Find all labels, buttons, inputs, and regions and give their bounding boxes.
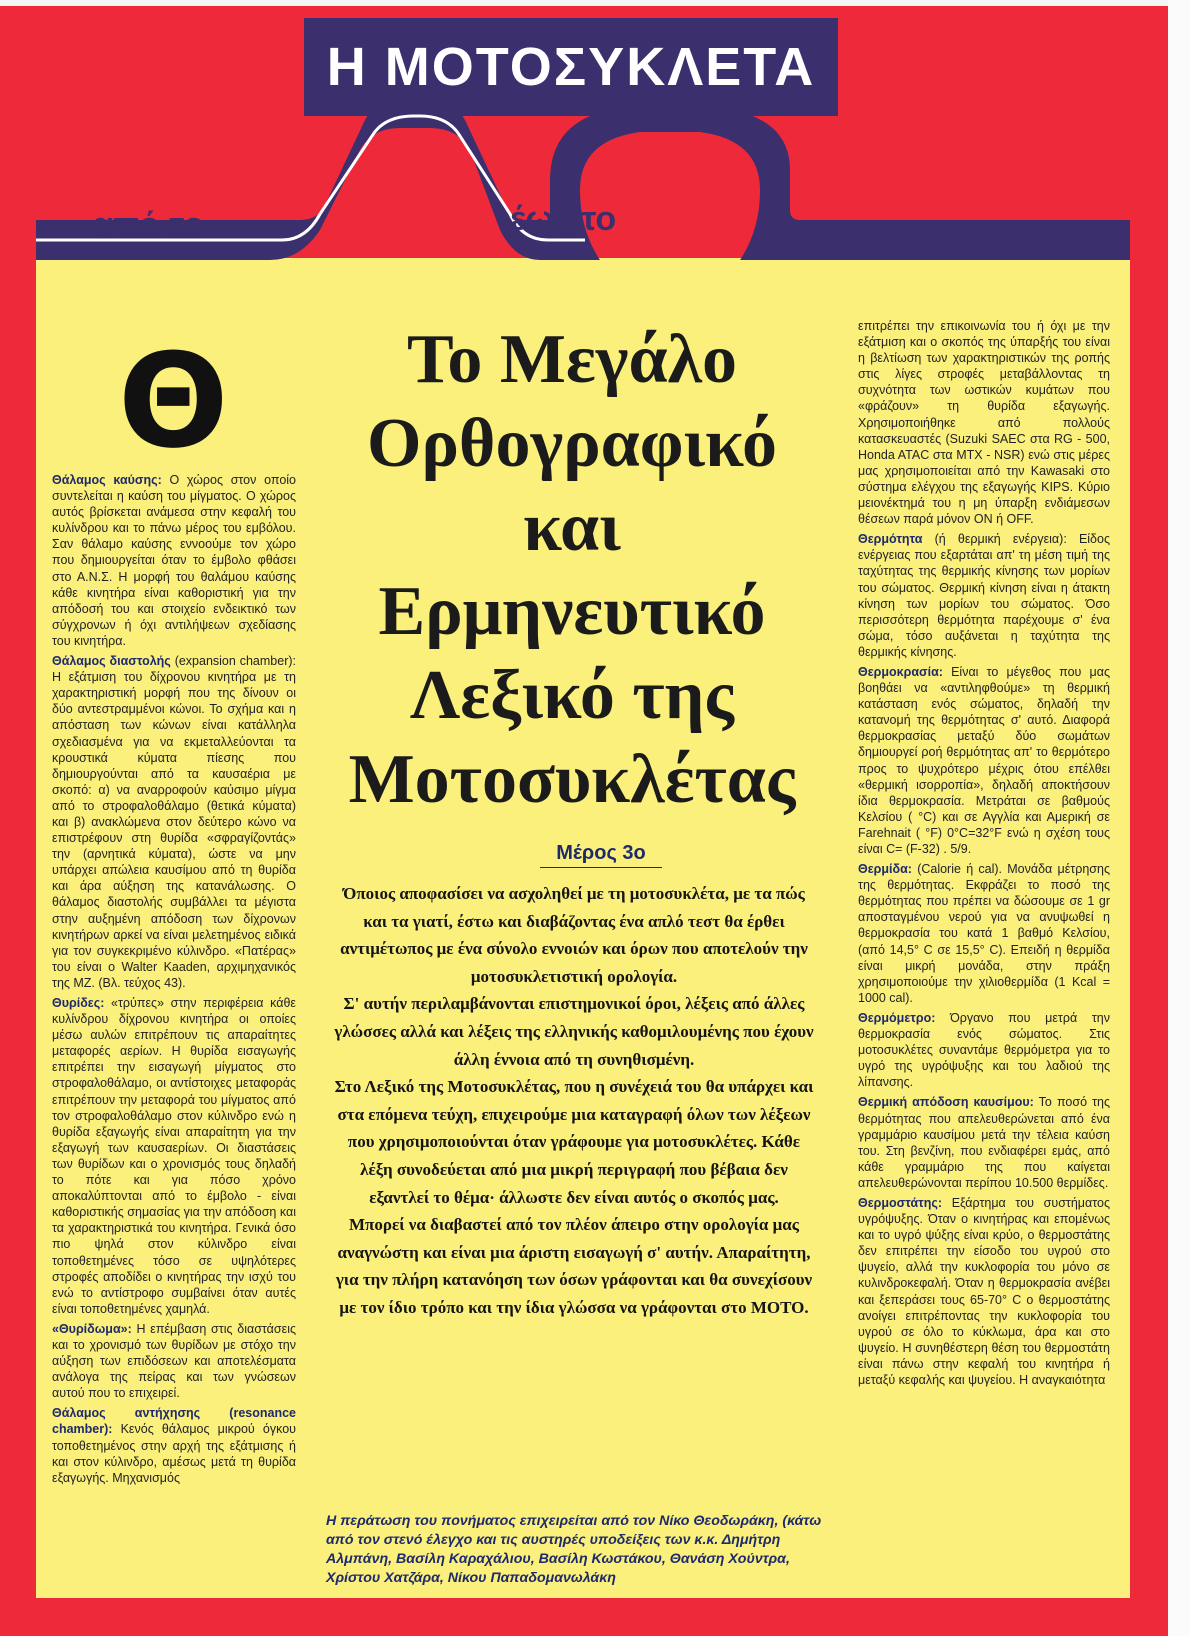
intro-paragraph: Όποιος αποφασίσει να ασχοληθεί με τη μοτοσυκλέτα, με τα πώς και τα γιατί, έστω και διαβάζοντας ένα απλό τεστ θα έρθει αντιμέτωπος με ένα σύνολο εννοιών και όρων που αποτελούν την μοτοσυκλετιστική ορολογία. (340, 884, 808, 986)
page-margin (1168, 0, 1190, 1636)
entry (858, 318, 1110, 527)
left-column (52, 472, 296, 1548)
page-title (322, 318, 822, 822)
entry (52, 1405, 296, 1485)
entry-term: Θάλαμος διαστολής (52, 654, 171, 669)
title-line: Ορθογραφικό (367, 405, 777, 482)
entry-term: Θερμότητα (858, 532, 923, 547)
intro-paragraph: Σ' αυτήν περιλαμβάνονται επιστημονικοί όροι, λέξεις από άλλες γλώσσες αλλά και λέξεις της ελληνικής καθομιλουμένης που έχουν άλλη έννοια από τη συνηθισμένη. (334, 994, 814, 1069)
entry-text: Όργανο που μετρά την θερμοκρασία ενός σώματος. Στις μοτοσυκλέτες συναντάμε θερμόμετρα για το υγρό της υγρόψυξης και του λαδιού της λίπανσης. (858, 1010, 1110, 1090)
title-line: Μοτοσυκλέτας (348, 741, 796, 818)
entry-term: «Θυρίδωμα»: (52, 1321, 132, 1336)
entry-text: (expansion chamber): Η εξάτμιση του δίχρονου κινητήρα με τη χαρακτηριστική μορφή που της δίνουν οι δύο αντεστραμμένοι κώνοι. Το σχήμα και η απόσταση των κώνων είναι κατάλληλα σχεδιασμένα για να εκμεταλλεύονται τα κρουστικά κύματα πίεσης που δημιουργούνται από τα καυσαέρια με σκοπό: α) να αναρροφούν καύσιμο μίγμα από το στροφαλοθάλαμο (θετικά κύματα) και β) ανακλώμενα στον δεύτερο κώνο να επιστρέφουν στη θυρίδα «σφραγίζοντάς» την (αρνητικά κύματα), ώστε να μην υπάρχει απώλεια καυσίμου από τη θυρίδα και άρα αύξηση της κατανάλωσης. Ο θάλαμος διαστολής συμβάλλει τα μέγιστα στην αυξημένη απόδοση των δίχρονων κινητήρων αρκεί να είναι μελετημένος ειδικά για τον συγκεκριμένο κύλινδρο. «Πατέρας» του είναι ο Walter Kaaden, αρχιμηχανικός της ΜΖ. (Βλ. τεύχος 43). (52, 654, 296, 990)
entry-text: (Calorie ή cal). Μονάδα μέτρησης της θερμότητας. Εκφράζει το ποσό της θερμότητας που πρέπει να δώσουμε σε 1 gr αποσταγμένου νερού για να ανυψωθεί η θερμοκρασία του κατά 1 βαθμό Κελσίου, (από 14,5° C σε 15,5° C). Επειδή η θερμίδα είναι μικρή μονάδα, στην πράξη χρησιμοποιούμε την χιλιοθερμίδα (1 Kcal = 1000 cal). (858, 862, 1110, 1005)
top-strip (0, 0, 1168, 6)
title-line: και (523, 489, 621, 566)
section-letter: Θ (118, 325, 229, 477)
credits: Η περάτωση του πονήματος επιχειρείται από τον Νίκο Θεοδωράκη, (κάτω από τον στενό έλεγχο και τις αυστηρές υποδείξεις των κ.κ. Δημήτρη Αλμπάνη, Βασίλη Καραχάλιου, Βασίλη Κωστάκου, Θανάση Χούντρα, Χρίστου Χατζάρα, Νίκου Παπαδομανωλάκη (326, 1513, 822, 1586)
entry (858, 1195, 1110, 1388)
entry (858, 664, 1110, 857)
entry-text: Είναι το μέγεθος που μας βοηθάει να «αντιληφθούμε» τη θερμική κατάσταση ενός σώματος, δηλαδή την κατανομή της θερμότητας σ' αυτό. Διαφορά θερμοκρασίας μεταξύ δύο σωμάτων δημιουργεί ροή θερμότητας απ' το θερμότερο προς το ψυχρότερο μέχρις ότου επέλθει «θερμική ισορροπία», δηλαδή αποκτήσουν ίδια θερμοκρασία. Μετράται σε βαθμούς Κελσίου ( °C) και σε Αγγλία και Αμερική σε Farehnait ( °F) 0°C=32°F ενώ η σχέση τους είναι C= (F-32) . 5/9. (858, 664, 1110, 856)
part-label: Μέρος 3ο (540, 842, 662, 868)
entry-term: Θυρίδες: (52, 996, 105, 1010)
entry (52, 1321, 296, 1401)
entry-text: επιτρέπει την επικοινωνία του ή όχι με την εξάτμιση και ο σκοπός της ύπαρξής του είναι η βελτίωση των χαρακτηριστικών της ροπής στις λίγες στροφές μεταβάλλοντας τη συχνότητα των ωστικών κυμάτων που «φράζουν» τη θυρίδα εξαγωγής. Χρησιμοποιήθηκε από πολλούς κατασκευαστές (Suzuki SAEC στα RG - 500, Honda ATAC στα MTX - NSR) ενώ στις μέρες μας χρησιμοποιείται από την Kawasaki στο σύστημα ελέγχου της εξαγωγής KIPS. Κύριο μειονέκτημά του η μη ύπαρξη ενδιάμεσων θέσεων παρά μόνον ON ή OFF. (858, 319, 1110, 527)
entry (858, 1010, 1110, 1090)
right-column (858, 318, 1110, 1554)
entry (858, 1094, 1110, 1191)
entry-term: Θερμοστάτης: (858, 1195, 943, 1210)
title-line: Ερμηνευτικό (378, 573, 766, 650)
entry-term: Θερμόμετρο: (858, 1010, 936, 1025)
entry-term: Θερμοκρασία: (858, 664, 943, 679)
entry-text: Το ποσό της θερμότητας που απελευθερώνεται από ένα γραμμάριο καυσίμου μετά την τέλεια καύση του. Στη βενζίνη, που ενδιαφέρει εμάς, από κάθε γραμμάριο της που καίγεται απελευθερώνονται περίπου 10.500 θερμίδες. (858, 1095, 1110, 1190)
entry (52, 995, 296, 1317)
magazine-title: Η ΜΟΤΟΣΥΚΛΕΤΑ (304, 18, 838, 116)
entry (858, 861, 1110, 1006)
from-label: από το (92, 206, 205, 244)
intro-text (330, 880, 818, 1322)
entry-text: «τρύπες» στην περιφέρεια κάθε κυλίνδρου δίχρονου κινητήρα οι οποίες μέσω αυλών επιτρέπουν τις απαραίτητες μεταφορές αερίων. Η θυρίδα εισαγωγής επιτρέπει την εισαγωγή μίγματος στο στροφαλοθάλαμο, οι αντίστοιχες μεταφοράς επιτρέπουν την μεταφορά του μίγματος από τον στροφαλοθάλαμο στον κύλινδρο ενώ η θυρίδα εξαγωγής είναι απαραίτητη για την εξαγωγή των καυσαερίων. Οι διαστάσεις των θυρίδων και ο χρονισμός τους δηλαδή το πότε και για πόσο χρόνο αποκαλύπτονται από το έμβολο - είναι καθοριστικής σημασίας για την απόδοση και τα χαρακτηριστικά του κινητήρα. Γενικά όσο πιο ψηλά στον κύλινδρο είναι τοποθετημένες τόσο σε υψηλότερες στροφές αποδίδει ο κινητήρας την ισχύ του ενώ το αντίστροφο συμβαίνει όταν αυτές είναι τοποθετημένες χαμηλά. (52, 996, 296, 1316)
title-line: Το Μεγάλο (406, 321, 737, 398)
entry-term: Θάλαμος καύσης: (52, 473, 162, 487)
entry-text: Ο χώρος στον οποίο συντελείται η καύση του μίγματος. Ο χώρος αυτός βρίσκεται ανάμεσα στην κεφαλή του κυλίνδρου και το πάνω μέρος του εμβόλου. Σαν θάλαμο καύσης εννοούμε τον χώρο που δημιουργείται όταν το έμβολο φθάσει στο Α.Ν.Σ. Η μορφή του θαλάμου καύσης κάθε κινητήρα είναι καθοριστική για την απόδοσή του και στοιχείο ενδεικτικό των σύγχρονων ή όχι αντιλήψεων σχεδίασης του κινητήρα. (52, 473, 296, 648)
entry-term: Θάλαμος αντήχησης (resonance chamber): (52, 1406, 296, 1437)
to-label: έως το (510, 200, 617, 238)
entry-text: Εξάρτημα του συστήματος υγρόψυξης. Όταν ο κινητήρας και επομένως και το υγρό ψύξης είναι κρύο, ο θερμοστάτης δεν επιτρέπει την είσοδο του υγρού στο ψυγείο, αλλά την κυκλοφορία του μόνο σε κυλινδροκεφαλή. Όταν η θερμοκρασία ανέβει και ξεπεράσει τους 65-70° C ο θερμοστάτης ανοίγει επιτρέποντας την κυκλοφορία του υγρού σε όλο το κύκλωμα, άρα και στο ψυγείο. Η συνηθέστερη θέση του θερμοστάτη είναι πάνω στην κεφαλή του κινητήρα ή μεταξύ κεφαλής και ψυγείου. Η αναγκαιότητα (858, 1195, 1110, 1387)
title-line: Λεξικό της (410, 657, 734, 734)
entry-term: Θερμική απόδοση καυσίμου: (858, 1095, 1034, 1110)
entry (858, 531, 1110, 660)
entry-text: Η επέμβαση στις διαστάσεις και το χρονισμό των θυρίδων με στόχο την αύξηση των επιδόσεων και αποτελέσματα ανάλογα της πείρας και των γνώσεων αυτού που το επιχειρεί. (52, 1321, 296, 1401)
entry-text: Κενός θάλαμος μικρού όγκου τοποθετημένος στην αρχή της εξάτμισης ή και στον κύλινδρο, αμέσως μετά τη θυρίδα εξαγωγής. Μηχανισμός (52, 1422, 296, 1485)
entry-term: Θερμίδα: (858, 862, 912, 877)
intro-paragraph: Μπορεί να διαβαστεί από τον πλέον άπειρο στην ορολογία μας αναγνώστη και είναι μια άριστη εισαγωγή σ' αυτήν. Απαραίτητη, για την πλήρη κατανόηση των όσων γράφονται και θα συνεχίσουν με τον ίδιο τρόπο και την ίδια γλώσσα να γράφονται στο ΜΟΤΟ. (335, 1215, 813, 1317)
entry (52, 653, 296, 991)
alpha-omega-logo (0, 110, 1168, 280)
entry-text: (ή θερμική ενέργεια): Είδος ενέργειας που εξαρτάται απ' τη μέση τιμή της ταχύτητας της θερμικής κίνησης των μορίων του σώματος. Θερμική κίνηση είναι η άτακτη κίνηση των μορίων του σώματος. Όσο περισσότερη θερμότητα παρέχουμε σ' ένα σώμα, τόσο αυξάνεται η ταχύτητα της θερμικής κίνησης. (858, 532, 1110, 659)
entry (52, 472, 296, 649)
intro-paragraph: Στο Λεξικό της Μοτοσυκλέτας, που η συνέχειά του θα υπάρχει και στα επόμενα τεύχη, επιχειρούμε μια καταγραφή όλων των λέξεων που χρησιμοποιούνται όταν γράφουμε για μοτοσυκλέτες. Κάθε λέξη συνοδεύεται από μια μικρή περιγραφή που βέβαια δεν εξαντλεί το θέμα· άλλωστε δεν είναι αυτός ο σκοπός μας. (334, 1077, 814, 1207)
